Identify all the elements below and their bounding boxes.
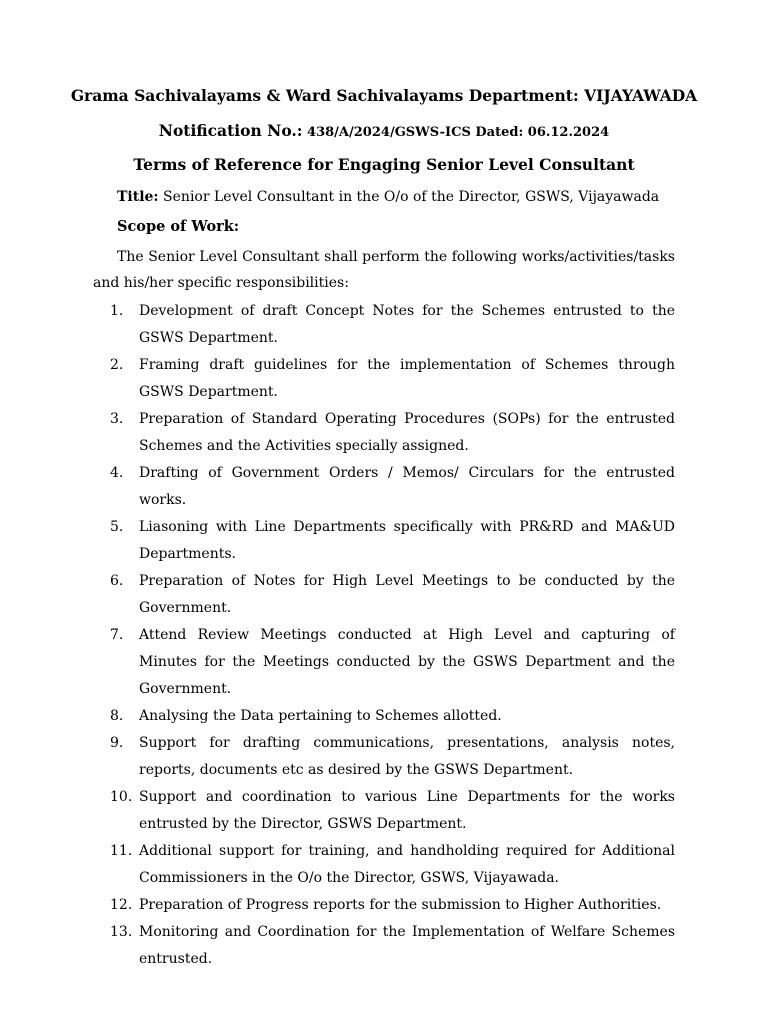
item-number: 5. [110,519,124,535]
item-number: 1. [110,303,124,319]
item-text: Support and coordination to various Line Departments for the works entrusted by the Director, GSWS Department. [139,789,675,832]
list-item [0,568,768,622]
list-item [0,460,768,514]
list-item [0,838,768,892]
item-text: Preparation of Progress reports for the submission to Higher Authorities. [139,897,662,913]
subject-heading: Terms of Reference for Engaging Senior Level Consultant [133,155,635,174]
item-number: 8. [110,708,124,724]
list-item [0,352,768,406]
item-text: Support for drafting communications, presentations, analysis notes, reports, documents etc as desired by the GSWS Department. [139,735,675,778]
title-label: Title: [117,189,159,205]
item-number: 12. [110,897,133,913]
item-text: Drafting of Government Orders / Memos/ Circulars for the entrusted works. [139,465,675,508]
notification-label: Notification No.: [158,121,303,140]
item-number: 11. [110,843,133,859]
item-number: 2. [110,357,124,373]
item-text: Framing draft guidelines for the implementation of Schemes through GSWS Department. [139,357,675,400]
item-number: 3. [110,411,124,427]
item-text: Monitoring and Coordination for the Implementation of Welfare Schemes entrusted. [139,924,675,967]
item-text: Attend Review Meetings conducted at High Level and capturing of Minutes for the Meetings conducted by the GSWS Department and the Government. [139,627,675,697]
list-item [0,730,768,784]
scope-intro: The Senior Level Consultant shall perform the following works/activities/tasks and his/her specific responsibilities: [93,249,675,291]
list-item [0,298,768,352]
scope-heading: Scope of Work: [117,218,240,235]
item-number: 7. [110,627,124,643]
item-number: 10. [110,789,133,805]
item-text: Preparation of Notes for High Level Meetings to be conducted by the Government. [139,573,675,616]
responsibilities-list [0,298,768,973]
title-line [117,189,659,205]
list-item [0,514,768,568]
item-number: 13. [110,924,133,940]
title-value: Senior Level Consultant in the O/o of the Director, GSWS, Vijayawada [158,189,660,205]
item-number: 9. [110,735,124,751]
item-text: Preparation of Standard Operating Procedures (SOPs) for the entrusted Schemes and the Activities specially assigned. [139,411,675,454]
list-item [0,406,768,460]
item-text: Analysing the Data pertaining to Schemes allotted. [139,708,502,724]
list-item [0,784,768,838]
notification-number: 438/A/2024/GSWS-ICS Dated: 06.12.2024 [302,125,610,140]
item-number: 4. [110,465,124,481]
item-text: Development of draft Concept Notes for the Schemes entrusted to the GSWS Department. [139,303,675,346]
list-item [0,622,768,703]
list-item [0,892,768,919]
item-number: 6. [110,573,124,589]
list-item [0,703,768,730]
department-heading: Grama Sachivalayams & Ward Sachivalayams Department: VIJAYAWADA [70,86,698,105]
list-item [0,919,768,973]
item-text: Additional support for training, and handholding required for Additional Commissioners in the O/o the Director, GSWS, Vijayawada. [139,843,675,886]
item-text: Liasoning with Line Departments specifically with PR&RD and MA&UD Departments. [139,519,675,562]
notification-line [0,121,768,140]
